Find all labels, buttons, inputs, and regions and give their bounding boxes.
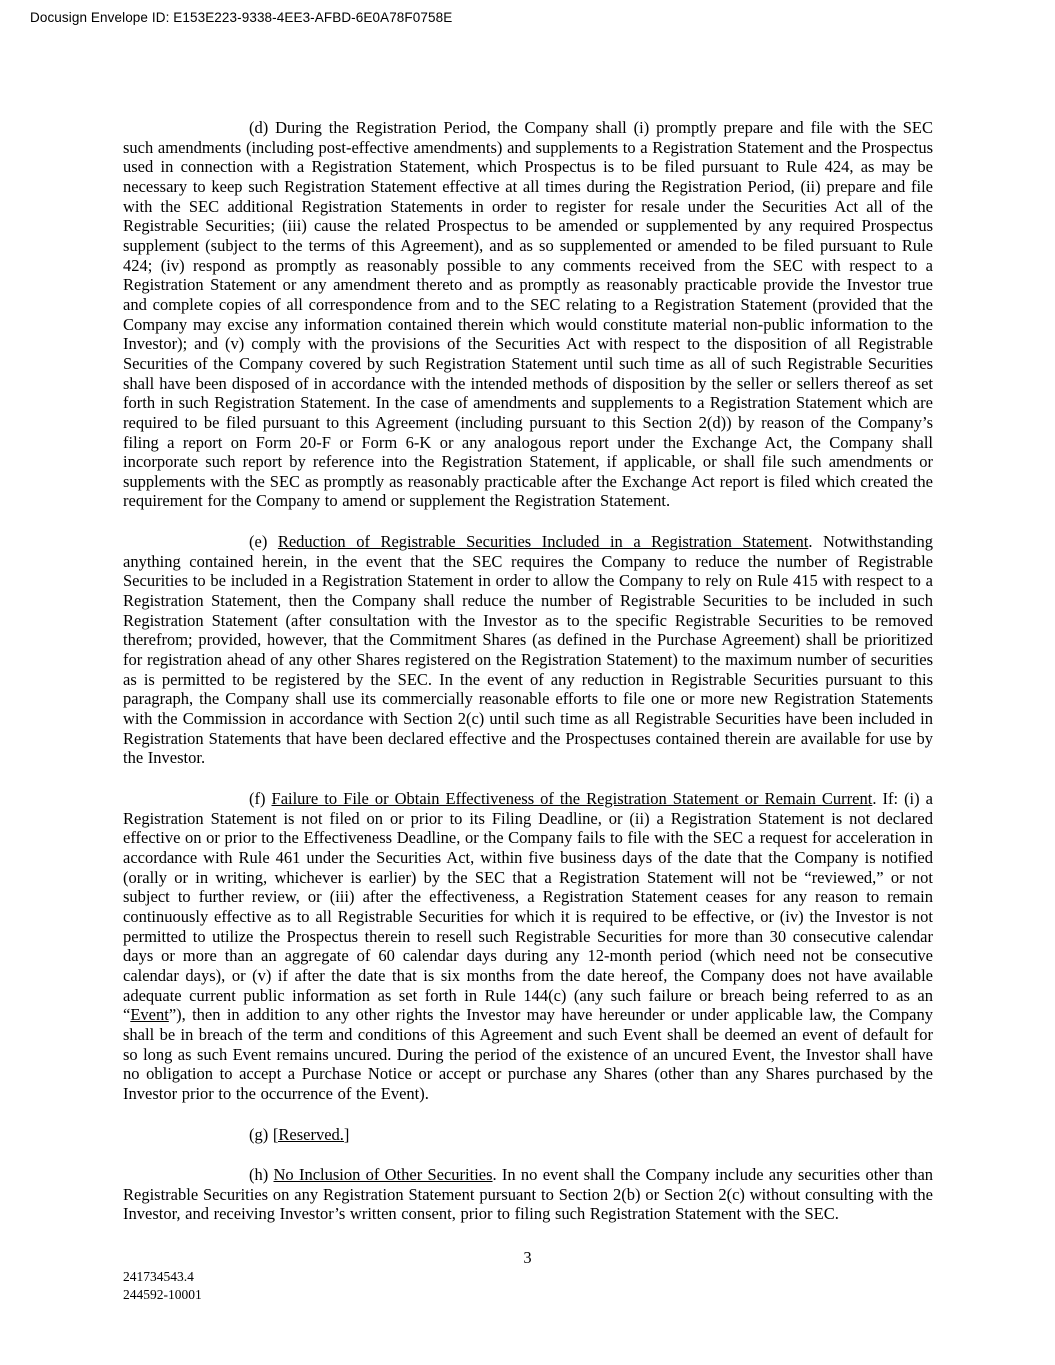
paragraph-e-label: (e) <box>249 532 278 552</box>
paragraph-g <box>123 1125 933 1145</box>
paragraph-e-body: . Notwithstanding anything contained herein, in the event that the SEC requires the Company to reduce the number of Registrable Securities to be included in a Registration Statement in order to allow the Company to rely on Rule 415 with respect to a Registration Statement, then the Company shall reduce the number of Registrable Securities to be included in such Registration Statement (after consultation with the Investor as to the specific Registrable Securities to be removed therefrom; provided, however, that the Commitment Shares (as defined in the Purchase Agreement) shall be prioritized for registration ahead of any other Shares registered on the Registration Statement) to the maximum number of securities as is permitted to be registered by the SEC. In the event of any reduction in Registrable Securities pursuant to this paragraph, the Company shall use its commercially reasonable efforts to file one or more new Registration Statements with the Commission in accordance with Section 2(c) until such time as all Registrable Securities have been included in Registration Statements that have been declared effective and the Prospectuses contained therein are available for use by the Investor. <box>123 532 933 768</box>
defined-term-event: Event <box>130 1005 169 1025</box>
paragraph-f-body-2: ”), then in addition to any other rights the Investor may have hereunder or under applicable law, the Company shall be in breach of the term and conditions of this Agreement and such Event shall be deemed an event of default for so long as such Event remains uncured. During the period of the existence of an uncured Event, the Investor shall have no obligation to accept a Purchase Notice or accept or purchase any Shares (other than any Shares purchased by the Investor prior to the occurrence of the Event). <box>123 1005 933 1103</box>
docusign-envelope-id: Docusign Envelope ID: E153E223-9338-4EE3-AFBD-6E0A78F0758E <box>30 10 453 25</box>
paragraph-f-heading: Failure to File or Obtain Effectiveness of the Registration Statement or Remain Current <box>271 789 873 808</box>
paragraph-e-heading: Reduction of Registrable Securities Included in a Registration Statement <box>277 532 809 552</box>
paragraph-d-text: (d) During the Registration Period, the Company shall (i) promptly prepare and file with the SEC such amendments (including post-effective amendments) and supplements to a Registration Statement and the Prospectus used in connection with a Registration Statement, which Prospectus is to be filed pursuant to Rule 424, as may be necessary to keep such Registration Statement effective at all times during the Registration Period, (ii) prepare and file with the SEC additional Registration Statements in order to register for resale under the Securities Act all of the Registrable Securities; (iii) cause the related Prospectus to be amended or supplemented by any required Prospectus supplement (subject to the terms of this Agreement), and as so supplemented or amended to be filed pursuant to Rule 424; (iv) respond as promptly as reasonably possible to any comments received from the SEC with respect to a Registration Statement or any amendment thereto and as promptly as reasonably practicable provide the Investor true and complete copies of all correspondence from and to the SEC relating to a Registration Statement (provided that the Company may excise any information contained therein which would constitute material non-public information to the Investor); and (v) comply with the provisions of the Securities Act with respect to the disposition of all Registrable Securities of the Company covered by such Registration Statement until such time as all of such Registrable Securities shall have been disposed of in accordance with the intended methods of disposition by the seller or sellers thereof as set forth in such Registration Statement. In the case of amendments and supplements to a Registration Statement which are required to be filed pursuant to this Agreement (including pursuant to this Section 2(d)) by reason of the Company’s filing a report on Form 20-F or Form 6-K or any analogous report under the Exchange Act, the Company shall incorporate such report by reference into the Registration Statement, if applicable, or shall file such amendments or supplements with the SEC as promptly as reasonably practicable after the Exchange Act report is filed which created the requirement for the Company to amend or supplement the Registration Statement. <box>123 118 933 511</box>
doc-id-1: 241734543.4 <box>123 1269 194 1284</box>
paragraph-f-body-1: . If: (i) a Registration Statement is not filed on or prior to its Filing Deadline, or (ii) a Registration Statement is not declared effective on or prior to the Effectiveness Deadline, or the Company fails to file with the SEC a request for acceleration in accordance with Rule 461 under the Securities Act, within five business days of the date that the Company is notified (orally or in writing, whichever is earlier) by the SEC that a Registration Statement will not be “reviewed,” or not subject to further review, or (iii) after the effectiveness, a Registration Statement ceases for any reason to remain continuously effective as to all Registrable Securities for which it is required to be effective, or (iv) the Investor is not permitted to utilize the Prospectus therein to resell such Registrable Securities for more than 30 consecutive calendar days or more than an aggregate of 60 calendar days during any 12-month period (which need not be consecutive calendar days), or (v) if after the date that is six months from the date hereof, the Company does not have available adequate current public information as set forth in Rule 144(c) (any such failure or breach being referred to as an “ <box>123 789 933 1025</box>
paragraph-g-heading: [Reserved.] <box>272 1124 350 1144</box>
paragraph-h <box>123 1165 933 1224</box>
paragraph-h-heading: No Inclusion of Other Securities <box>273 1165 493 1185</box>
paragraph-e <box>123 532 933 768</box>
doc-id-2: 244592-10001 <box>123 1286 202 1302</box>
page-number: 3 <box>523 1248 532 1267</box>
paragraph-h-body: . In no event shall the Company include any securities other than Registrable Securities on any Registration Statement pursuant to Section 2(b) or Section 2(c) without consulting with the Investor, and receiving Investor’s written consent, prior to filing such Registration Statement with the SEC. <box>123 1165 934 1224</box>
document-body <box>123 118 933 1245</box>
paragraph-f <box>123 789 933 1104</box>
paragraph-f-label: (f) <box>249 789 272 808</box>
paragraph-h-label: (h) <box>249 1165 274 1185</box>
document-control-numbers <box>123 1268 202 1303</box>
paragraph-g-label: (g) <box>249 1124 273 1144</box>
paragraph-d <box>123 118 933 511</box>
